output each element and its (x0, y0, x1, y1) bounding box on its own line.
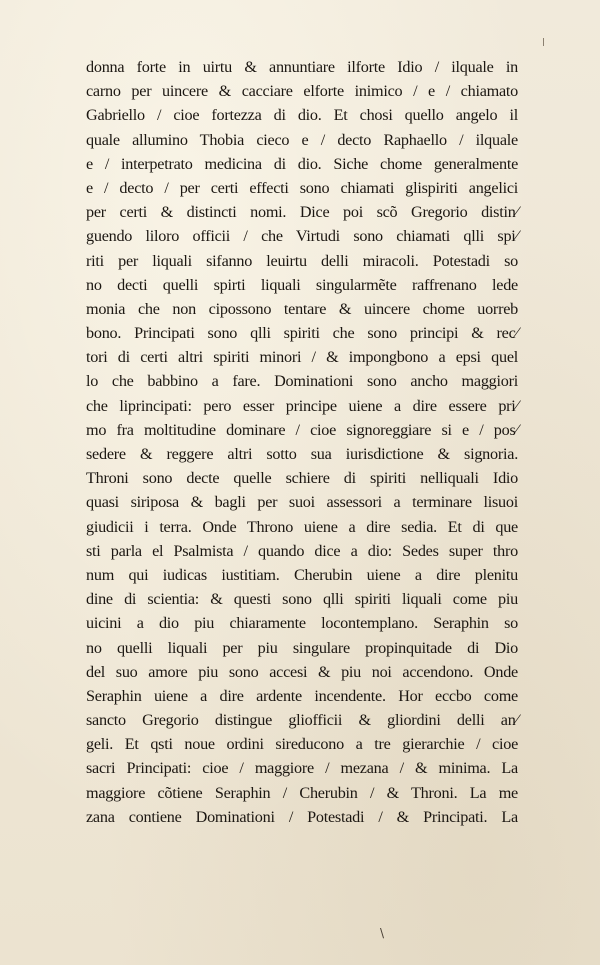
text-line-17: sedere & reggere altri sotto sua iurisdictione & signoria. (86, 445, 518, 463)
text-line-5: e / interpetrato medicina di dio. Siche chome generalmente (86, 154, 518, 173)
text-line-4: quale allumino Thobia cieco e / decto Raphaello / ilquale (86, 130, 518, 149)
text-line-1: donna forte in uirtu & annuntiare ilforte Idio / ilquale in (86, 58, 518, 76)
text-line-3: Gabriello / cioe fortezza di dio. Et chosi quello angelo il (86, 106, 518, 125)
text-line-8: guendo liloro officii / che Virtudi sono chiamati qlli spi⁄ (86, 227, 518, 246)
text-line-19: quasi siriposa & bagli per suoi assessori a terminare lisuoi (86, 493, 518, 512)
text-line-32: zana contiene Dominationi / Potestadi / & Principati. La (86, 807, 518, 826)
text-line-10: no decti quelli spirti liquali singularmẽte raffrenano lede (86, 275, 518, 294)
text-line-24: uicini a dio piu chiaramente locontemplano. Seraphin so (86, 614, 518, 633)
text-line-31: maggiore cõtiene Seraphin / Cherubin / & Throni. La me (86, 783, 518, 802)
text-line-18: Throni sono decte quelle schiere di spiriti nelliquali Idio (86, 469, 518, 488)
text-line-11: monia che non cipossono tentare & uincere chome uorreb (86, 299, 518, 318)
text-line-22: num qui iudicas iustitiam. Cherubin uiene a dire plenitu (86, 565, 518, 584)
margin-tick (543, 38, 544, 46)
text-line-20: giudicii i terra. Onde Throno uiene a dire sedia. Et di que (86, 517, 518, 536)
text-line-23: dine di scientia: & questi sono qlli spiriti liquali come piu (86, 590, 518, 609)
text-line-29: geli. Et qsti noue ordini sireducono a tre gierarchie / cioe (86, 735, 518, 754)
text-line-9: riti per liquali sifanno leuirtu delli miracoli. Potestadi so (86, 251, 518, 270)
text-line-30: sacri Principati: cioe / maggiore / mezana / & minima. La (86, 759, 518, 778)
text-block (86, 55, 518, 829)
footer-mark: \ (380, 926, 385, 940)
text-line-26: del suo amore piu sono accesi & piu noi accendono. Onde (86, 662, 518, 681)
text-line-25: no quelli liquali per piu singulare propinquitade di Dio (86, 638, 518, 657)
text-line-16: mo fra moltitudine dominare / cioe signoreggiare si e / pos⁄ (86, 420, 518, 439)
text-line-28: sancto Gregorio distingue gliofficii & gliordini delli an⁄ (86, 711, 518, 730)
text-line-2: carno per uincere & cacciare elforte inimico / e / chiamato (86, 82, 518, 101)
text-line-27: Seraphin uiene a dire ardente incendente. Hor eccbo come (86, 686, 518, 705)
text-line-7: per certi & distincti nomi. Dice poi scõ Gregorio distin⁄ (86, 203, 518, 222)
text-line-21: sti parla el Psalmista / quando dice a dio: Sedes super thro (86, 541, 518, 560)
text-line-14: lo che babbino a fare. Dominationi sono ancho maggiori (86, 372, 518, 391)
text-line-15: che liprincipati: pero esser principe uiene a dire essere pri⁄ (86, 396, 518, 415)
text-line-12: bono. Principati sono qlli spiriti che sono principi & rec⁄ (86, 324, 518, 343)
text-line-13: tori di certi altri spiriti minori / & impongbono a epsi quel (86, 348, 518, 367)
text-line-6: e / decto / per certi effecti sono chiamati glispiriti angelici (86, 178, 518, 197)
